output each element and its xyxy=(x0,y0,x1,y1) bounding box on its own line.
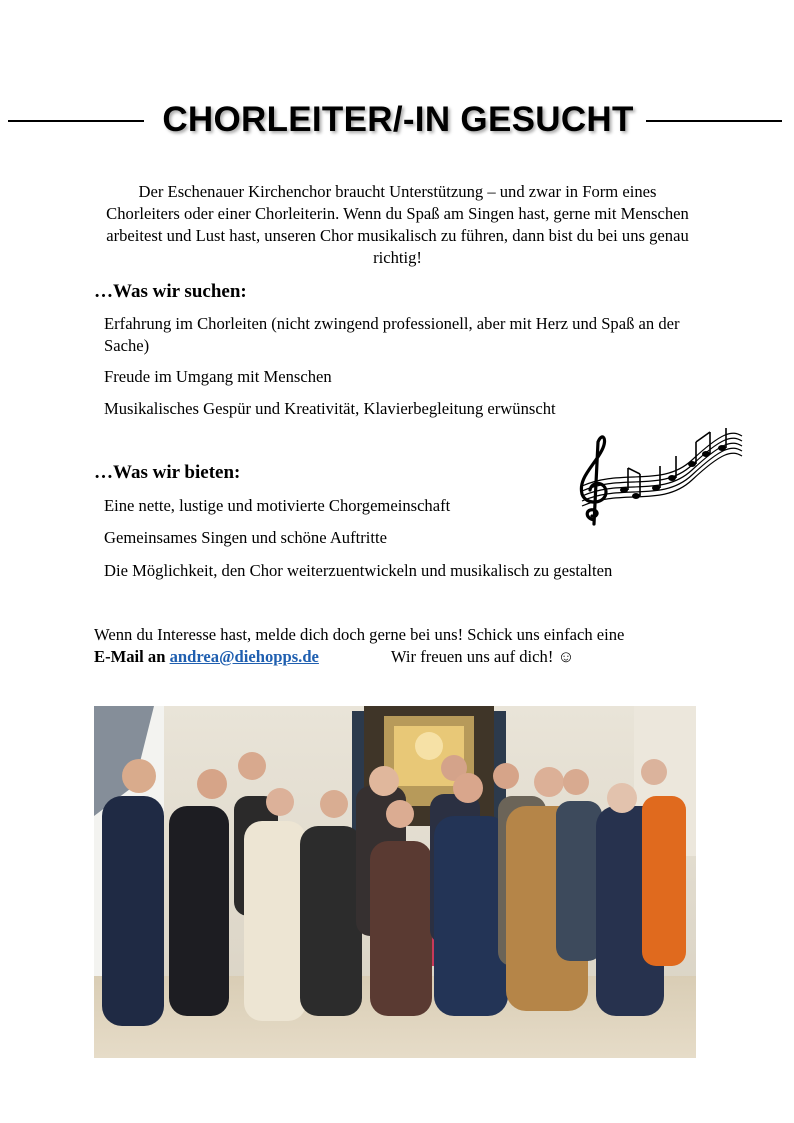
offering-item: Gemeinsames Singen und schöne Auftritte xyxy=(104,528,387,547)
headline-rule-left xyxy=(8,120,144,122)
seeking-item: Musikalisches Gespür und Kreativität, Klavierbegleitung erwünscht xyxy=(104,399,556,418)
seeking-title: …Was wir suchen: xyxy=(94,281,247,302)
offering-item: Eine nette, lustige und motivierte Chorgemeinschaft xyxy=(104,496,451,515)
seeking-item: Erfahrung im Chorleiten (nicht zwingend professionell, aber mit Herz und Spaß an der Sache) xyxy=(104,314,680,355)
email-link[interactable]: andrea@diehopps.de xyxy=(169,647,319,666)
offering-item: Die Möglichkeit, den Chor weiterzuentwickeln und musikalisch zu gestalten xyxy=(104,561,613,580)
choir-group-photo xyxy=(94,706,696,1058)
closing-text: Wir freuen uns auf dich! ☺ xyxy=(390,647,575,666)
headline-block xyxy=(8,98,782,142)
contact-line: Wenn du Interesse hast, melde dich doch gerne bei uns! Schick uns einfach eine xyxy=(94,625,625,644)
seeking-item: Freude im Umgang mit Menschen xyxy=(104,367,332,386)
intro-paragraph: Der Eschenauer Kirchenchor braucht Unterstützung – und zwar in Form eines Chorleiters oder einer Chorleiterin. Wenn du Spaß am Singen hast, gerne mit Menschen arbeitest und Lust hast, unseren Chor musikalisch zu führen, dann bist du bei uns genau richtig! xyxy=(106,182,689,267)
choir-photo-image xyxy=(94,706,696,1058)
contact-line-2 xyxy=(94,646,734,668)
email-prefix: E-Mail an xyxy=(94,647,166,666)
page-title: CHORLEITER/-IN GESUCHT xyxy=(162,100,634,139)
contact-paragraph xyxy=(94,624,734,668)
headline-rule-right xyxy=(646,120,782,122)
offering-title: …Was wir bieten: xyxy=(94,462,241,483)
